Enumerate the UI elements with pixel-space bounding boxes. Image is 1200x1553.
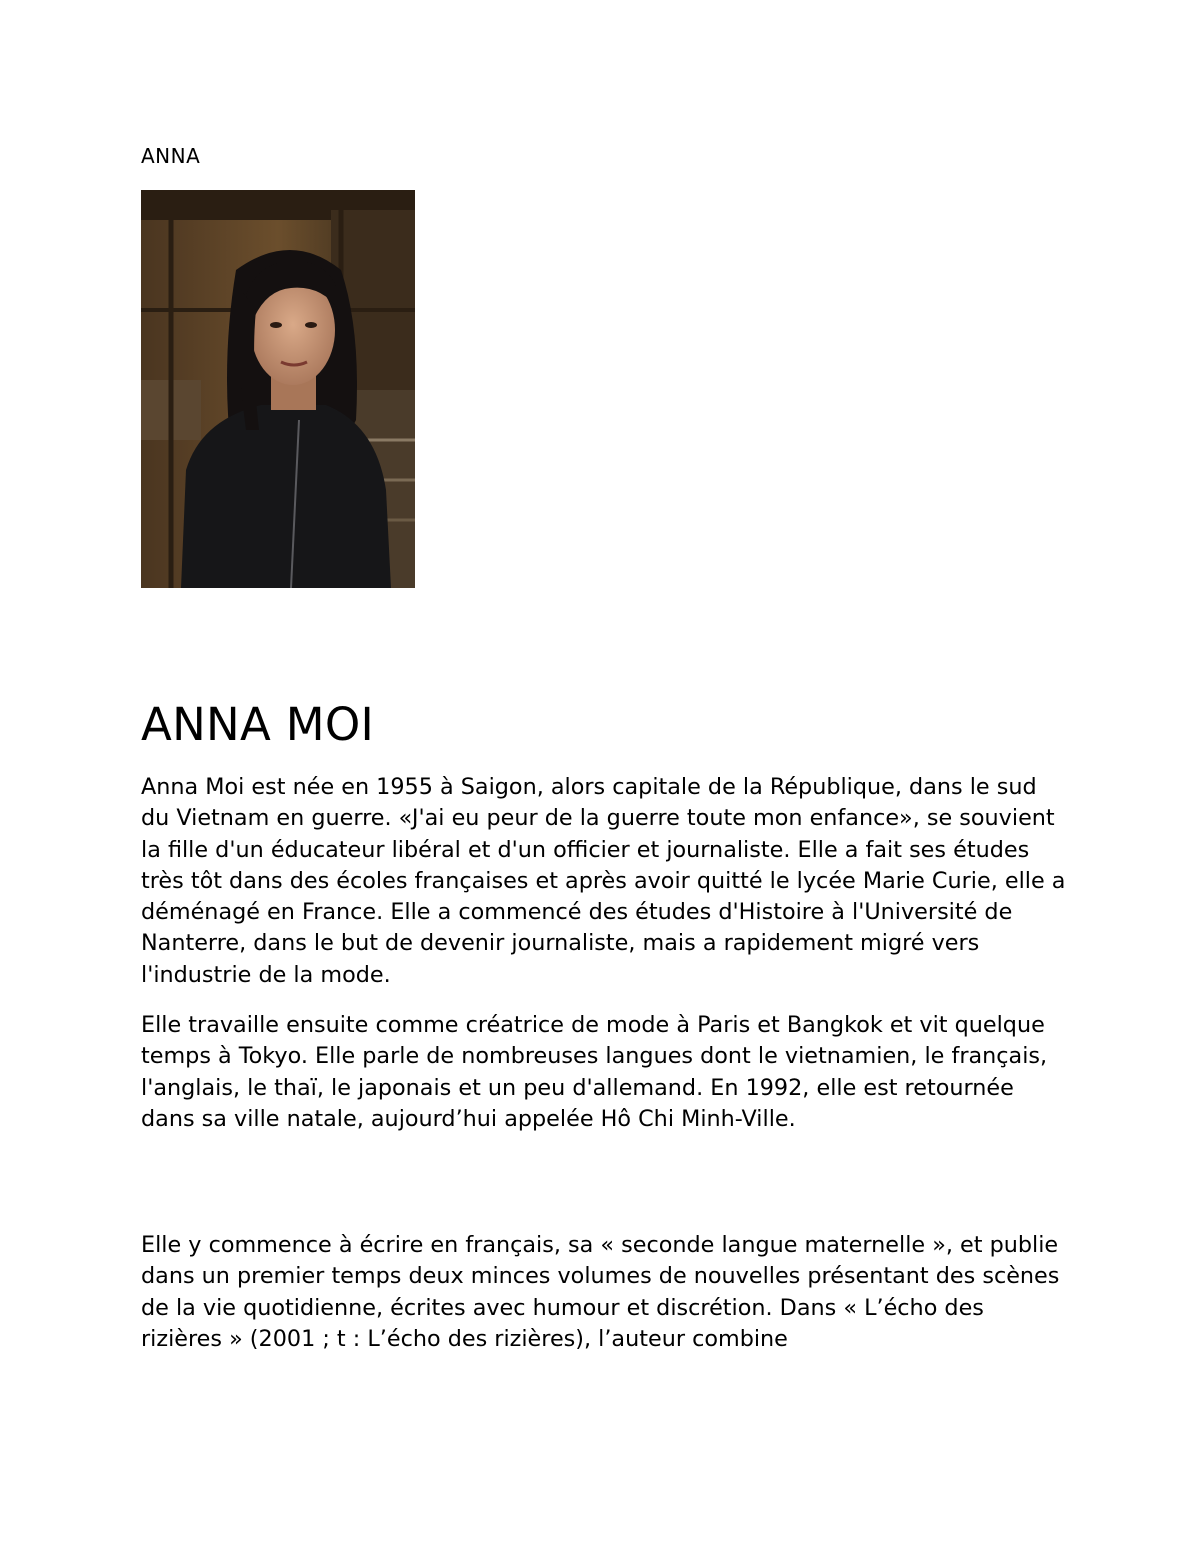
portrait-photo [141, 190, 415, 588]
paragraph: Anna Moi est née en 1955 à Saigon, alors capitale de la République, dans le sud du Vietnam en guerre. «J'ai eu peur de la guerre toute mon enfance», se souvient la fille d'un éducateur libéral et d'un officier et journaliste. Elle a fait ses études très tôt dans des écoles françaises et après avoir quitté le lycée Marie Curie, elle a déménagé en France. Elle a commencé des études d'Histoire à l'Université de Nanterre, dans le but de devenir journaliste, mais a rapidement migré vers l'industrie de la mode. [141, 774, 1066, 988]
paragraph: Elle y commence à écrire en français, sa « seconde langue maternelle », et publie dans un premier temps deux minces volumes de nouvelles présentant des scènes de la vie quotidienne, écrites avec humour et discrétion. Dans « L’écho des rizières » (2001 ; t : L’écho des rizières), l’auteur combine [141, 1232, 1060, 1352]
page-title: ANNA MOI [141, 698, 375, 751]
paragraph: Elle travaille ensuite comme créatrice de mode à Paris et Bangkok et vit quelque temps à Tokyo. Elle parle de nombreuses langues dont le vietnamien, le français, l'anglais, le thaï, le japonais et un peu d'allemand. En 1992, elle est retournée dans sa ville natale, aujourd’hui appelée Hô Chi Minh-Ville. [141, 1012, 1048, 1132]
header-label: ANNA [141, 144, 201, 168]
